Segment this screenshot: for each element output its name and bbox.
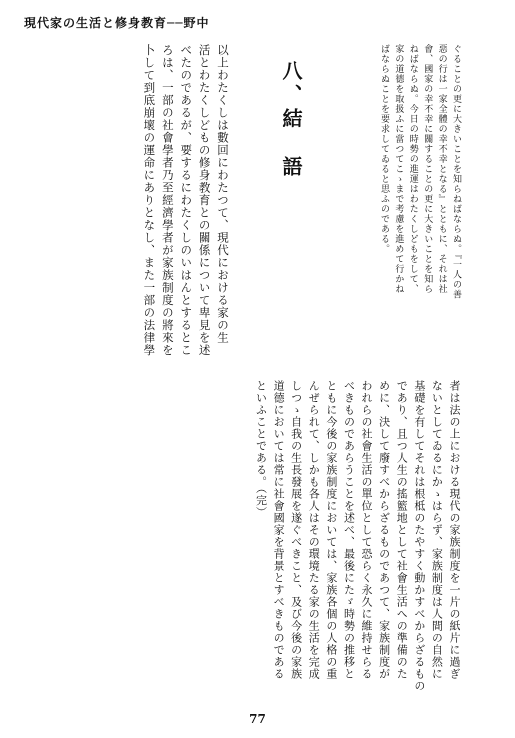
upper-text-block bbox=[377, 44, 463, 300]
lower-right-text-block bbox=[252, 380, 463, 700]
text-line: 惡の行は一家全體の幸不幸となる』とともに、それは社 bbox=[436, 44, 447, 294]
text-line: ぐることの更に大きいことを知らねばならぬ。『一人の善 bbox=[451, 44, 461, 300]
text-line: べたのであるが、要するにわたくしのいはんとするとこ bbox=[179, 44, 194, 357]
text-line: 會、國家の幸不幸に關することの更に大きいことを知ら bbox=[422, 44, 433, 294]
text-line: ばならぬことを要求してゐると思ふのである。 bbox=[378, 44, 389, 254]
text-line: であり、且つ人生の搖籃地として社會生活への準備のた bbox=[395, 380, 409, 680]
text-line: 卜して到底崩壞の運命にありとなし、また一部の法律學 bbox=[142, 44, 157, 357]
text-line: 以上わたくしは數回にわたつて、現代における家の生 bbox=[216, 44, 231, 344]
text-line: といふことである。（完） bbox=[254, 380, 268, 519]
text-line: 道德においては常に社會國家を背景とすべきものである bbox=[272, 380, 286, 680]
text-line: 活とわたくしどもの修身教育との關係について卑見を述 bbox=[197, 44, 212, 357]
text-line: 基礎を有してそれは根柢のたやすく動かすべからざるもの bbox=[412, 380, 426, 692]
text-line: ろは、一部の社會學者乃至經濟學者が家族制度の將來を bbox=[160, 44, 175, 357]
text-line: ねばならぬ。今日の時勢の進運はわたくしどもをして、 bbox=[407, 44, 418, 294]
text-line: われらの社會生活の單位として恐らく永久に維持せらる bbox=[360, 380, 374, 680]
text-line: 者は法の上における現代の家族制度を一片の紙片に過ぎ bbox=[448, 380, 461, 680]
lower-left-text-block bbox=[140, 44, 232, 364]
text-line: ないとしてゐるにかゝはらず、家族制度は人間の自然に bbox=[430, 380, 444, 680]
text-line: めに、決して廢すべからざるものであつて、家族制度が bbox=[377, 380, 391, 680]
section-heading: 八、結 語 bbox=[279, 60, 303, 180]
text-line: しつゝ自我の生長發展を遂ぐべきこと、及び今後の家族 bbox=[289, 380, 303, 680]
text-line: んぜられて、しかも各人はその環境たる家の生活を完成 bbox=[307, 380, 321, 680]
text-line: べきものであらうことを述べ、最後にたゞ時勢の推移と bbox=[342, 380, 356, 680]
page-number: 77 bbox=[249, 712, 266, 726]
running-header: 現代家の生活と修身教育──野中 bbox=[24, 16, 210, 30]
text-line: ともに今後の家族制度においては、家族各個の人格の重 bbox=[324, 380, 338, 680]
text-line: 家の道德を取扱ふに當つてこゝまで考慮を進めて行かね bbox=[393, 44, 404, 294]
